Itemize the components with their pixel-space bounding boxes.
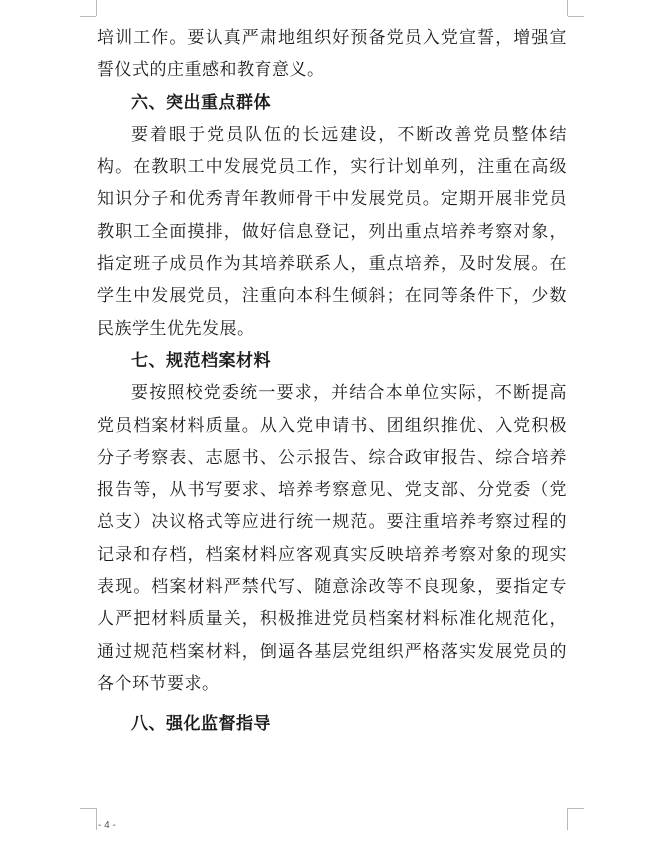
- crop-mark-bottom-left: [96, 808, 97, 830]
- body-paragraph: 培训工作。要认真严肃地组织好预备党员入党宣誓，增强宣誓仪式的庄重感和教育意义。: [97, 28, 567, 81]
- crop-mark-top-left: [80, 16, 96, 17]
- crop-mark-top-left: [96, 0, 97, 16]
- crop-mark-bottom-right: [567, 808, 568, 830]
- section-heading: 八、强化监督指导: [131, 714, 271, 735]
- body-paragraph: 要着眼于党员队伍的长远建设，不断改善党员整体结构。在教职工中发展党员工作，实行计划单列，注重在高级知识分子和优秀青年教师骨干中发展党员。定期开展非党员教职工全面摸排，做好信息登记，列出重点培养考察对象，指定班子成员作为其培养联系人，重点培养，及时发展。在学生中发展党员，注重向本科生倾斜；在同等条件下，少数民族学生优先发展。: [97, 124, 567, 339]
- crop-mark-top-right: [567, 0, 568, 16]
- section-heading: 六、突出重点群体: [131, 92, 271, 113]
- crop-mark-bottom-left: [80, 808, 96, 809]
- page-number: - 4 -: [98, 820, 116, 831]
- body-paragraph: 要按照校党委统一要求，并结合本单位实际，不断提高党员档案材料质量。从入党申请书、团组织推优、入党积极分子考察表、志愿书、公示报告、综合政审报告、综合培养报告等，从书写要求、培养考察意见、党支部、分党委（党总支）决议格式等应进行统一规范。要注重培养考察过程的记录和存档，档案材料应客观真实反映培养考察对象的现实表现。档案材料严禁代写、随意涂改等不良现象，要指定专人严把材料质量关，积极推进党员档案材料标准化规范化，通过规范档案材料，倒逼各基层党组织严格落实发展党员的各个环节要求。: [97, 383, 567, 694]
- section-heading: 七、规范档案材料: [131, 350, 271, 371]
- document-body: [97, 22, 567, 741]
- crop-mark-bottom-right: [568, 808, 584, 809]
- crop-mark-top-right: [568, 16, 584, 17]
